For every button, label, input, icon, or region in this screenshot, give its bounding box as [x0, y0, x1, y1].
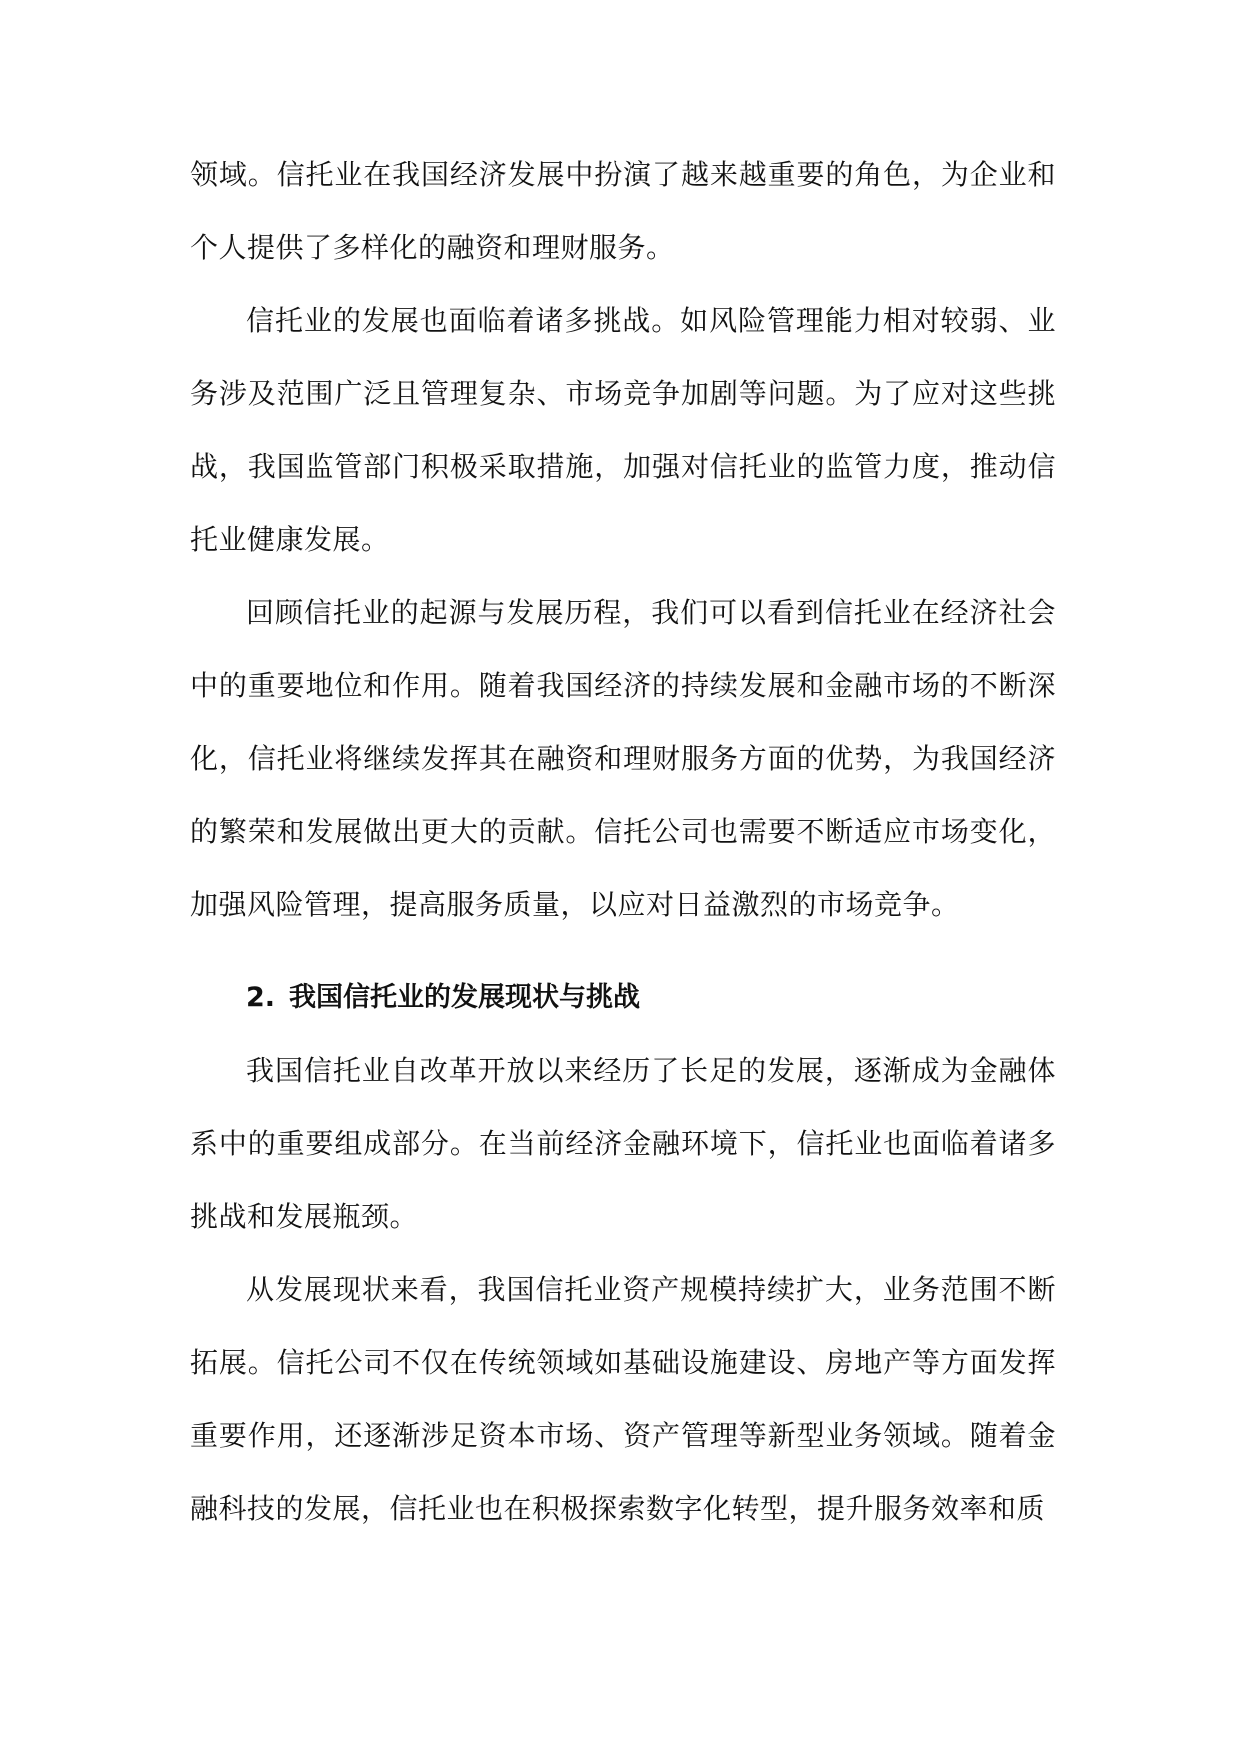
section-heading: [190, 961, 1056, 1034]
paragraph-status: 从发展现状来看，我国信托业资产规模持续扩大，业务范围不断拓展。信托公司不仅在传统领域如基础设施建设、房地产等方面发挥重要作用，还逐渐涉足资本市场、资产管理等新型业务领域。随着金融科技的发展，信托业也在积极探索数字化转型，提升服务效率和质: [190, 1273, 1056, 1525]
section-title: 我国信托业的发展现状与挑战: [289, 982, 641, 1013]
paragraph-continuation: 领域。信托业在我国经济发展中扮演了越来越重要的角色，为企业和个人提供了多样化的融资和理财服务。: [190, 158, 1056, 264]
paragraph-review: 回顾信托业的起源与发展历程，我们可以看到信托业在经济社会中的重要地位和作用。随着我国经济的持续发展和金融市场的不断深化，信托业将继续发挥其在融资和理财服务方面的优势，为我国经济的繁荣和发展做出更大的贡献。信托公司也需要不断适应市场变化，加强风险管理，提高服务质量，以应对日益激烈的市场竞争。: [190, 596, 1056, 921]
section-number: 2.: [246, 982, 276, 1013]
paragraph-overview: 我国信托业自改革开放以来经历了长足的发展，逐渐成为金融体系中的重要组成部分。在当前经济金融环境下，信托业也面临着诸多挑战和发展瓶颈。: [190, 1054, 1056, 1233]
paragraph-challenges: 信托业的发展也面临着诸多挑战。如风险管理能力相对较弱、业务涉及范围广泛且管理复杂、市场竞争加剧等问题。为了应对这些挑战，我国监管部门积极采取措施，加强对信托业的监管力度，推动信托业健康发展。: [190, 304, 1056, 556]
document-body: [190, 138, 1056, 1545]
